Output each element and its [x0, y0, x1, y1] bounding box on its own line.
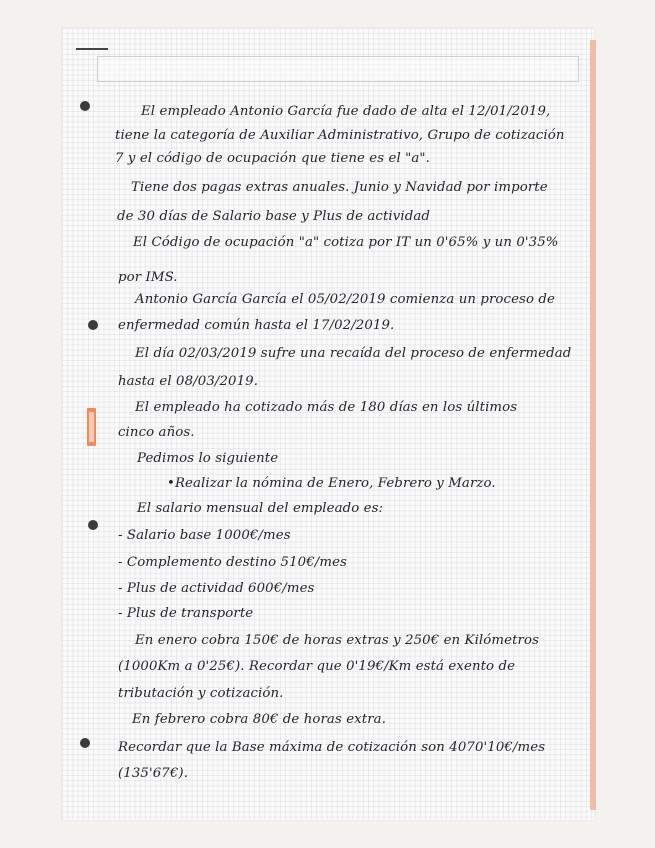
text-line: El empleado Antonio García fue dado de alta el 12/01/2019,	[141, 104, 551, 119]
text-line: - Plus de actividad 600€/mes	[118, 581, 315, 596]
text-line: •Realizar la nómina de Enero, Febrero y Marzo.	[167, 476, 496, 491]
text-line: - Salario base 1000€/mes	[118, 528, 291, 543]
text-line: tiene la categoría de Auxiliar Administrativo, Grupo de cotización	[115, 128, 565, 143]
text-line: El empleado ha cotizado más de 180 días en los últimos	[135, 400, 518, 415]
text-line: Pedimos lo siguiente	[137, 451, 279, 466]
text-line: El salario mensual del empleado es:	[137, 501, 384, 516]
text-line: 7 y el código de ocupación que tiene es el "a".	[115, 151, 430, 166]
text-line: cinco años.	[118, 425, 195, 440]
text-line: - Complemento destino 510€/mes	[118, 555, 347, 570]
text-line: Antonio García García el 05/02/2019 comienza un proceso de	[135, 292, 555, 307]
text-line: (1000Km a 0'25€). Recordar que 0'19€/Km está exento de	[118, 659, 516, 674]
text-line: - Plus de transporte	[118, 606, 254, 621]
text-line: (135'67€).	[118, 766, 189, 781]
text-line: En febrero cobra 80€ de horas extra.	[132, 712, 387, 727]
text-line: hasta el 08/03/2019.	[118, 374, 259, 389]
text-line: tributación y cotización.	[118, 686, 284, 701]
text-line: El día 02/03/2019 sufre una recaída del proceso de enfermedad	[135, 346, 572, 361]
text-line: Recordar que la Base máxima de cotización son 4070'10€/mes	[118, 740, 546, 755]
text-line: de 30 días de Salario base y Plus de actividad	[117, 209, 430, 224]
text-line: En enero cobra 150€ de horas extras y 250€ en Kilómetros	[135, 633, 539, 648]
text-line: Tiene dos pagas extras anuales. Junio y Navidad por importe	[131, 180, 548, 195]
text-line: El Código de ocupación "a" cotiza por IT un 0'65% y un 0'35%	[133, 235, 559, 250]
text-line: enfermedad común hasta el 17/02/2019.	[118, 318, 395, 333]
text-line: por IMS.	[118, 270, 178, 285]
